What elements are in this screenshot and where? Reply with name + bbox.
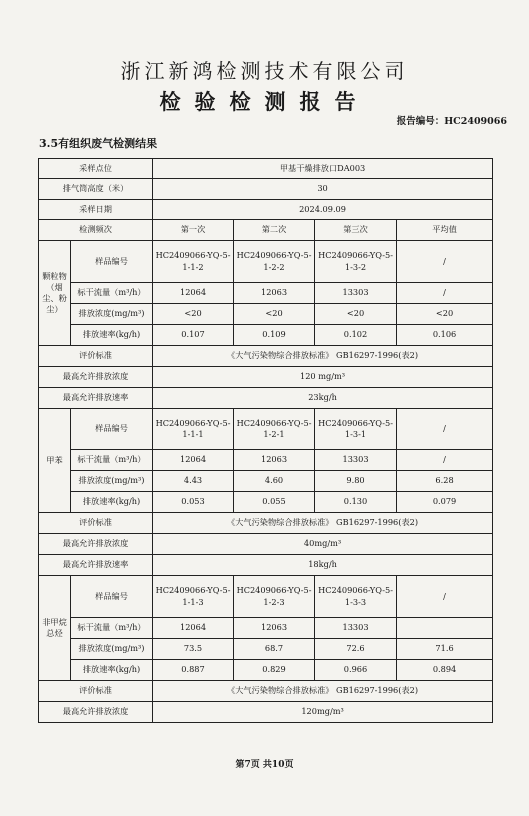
row-frequency: [39, 220, 493, 241]
flow-value: /: [397, 450, 493, 471]
standard-value: 《大气污染物综合排放标准》 GB16297-1996(表2): [153, 346, 493, 367]
date-value: 2024.09.09: [153, 200, 493, 220]
rate-value: 0.130: [315, 492, 397, 513]
section-title: 3.5有组织废气检测结果: [39, 137, 158, 150]
height-value: 30: [153, 179, 493, 200]
sample-label: 样品编号: [71, 241, 153, 283]
rate-value: 0.894: [397, 660, 493, 681]
conc-value: 6.28: [397, 471, 493, 492]
rate-value: 0.887: [153, 660, 234, 681]
row-sample-id: [39, 576, 493, 618]
sample-id: HC2409066-YQ-5-1-2-3: [234, 576, 315, 618]
rate-label: 排放速率(kg/h): [71, 325, 153, 346]
max-rate-value: 18kg/h: [153, 555, 493, 576]
flow-value: 12063: [234, 283, 315, 304]
row-concentration: [39, 471, 493, 492]
rate-label: 排放速率(kg/h): [71, 492, 153, 513]
date-label: 采样日期: [39, 200, 153, 220]
sample-label: 样品编号: [71, 409, 153, 450]
flow-value: 12064: [153, 618, 234, 639]
sample-id: HC2409066-YQ-5-1-3-3: [315, 576, 397, 618]
max-rate-label: 最高允许排放速率: [39, 388, 153, 409]
group-name: 颗粒物（烟尘、粉尘）: [39, 241, 71, 346]
conc-value: 9.80: [315, 471, 397, 492]
row-max-concentration: [39, 534, 493, 555]
row-max-rate: [39, 388, 493, 409]
flow-label: 标干流量（m³/h）: [71, 450, 153, 471]
conc-value: <20: [397, 304, 493, 325]
sample-id: HC2409066-YQ-5-1-1-1: [153, 409, 234, 450]
conc-value: <20: [234, 304, 315, 325]
row-sampling-point: [39, 159, 493, 179]
row-flow: [39, 618, 493, 639]
row-max-concentration: [39, 367, 493, 388]
freq-header: 第二次: [234, 220, 315, 241]
flow-value: /: [397, 283, 493, 304]
row-standard: [39, 346, 493, 367]
row-rate: [39, 492, 493, 513]
row-concentration: [39, 304, 493, 325]
freq-label: 检测频次: [39, 220, 153, 241]
row-stack-height: [39, 179, 493, 200]
row-rate: [39, 660, 493, 681]
flow-value: 13303: [315, 283, 397, 304]
standard-label: 评价标准: [39, 346, 153, 367]
row-sampling-date: [39, 200, 493, 220]
page-footer: 第7页 共10页: [235, 760, 294, 770]
rate-value: 0.109: [234, 325, 315, 346]
sample-id: /: [397, 576, 493, 618]
row-sample-id: [39, 409, 493, 450]
conc-value: <20: [315, 304, 397, 325]
conc-label: 排放浓度(mg/m³): [71, 304, 153, 325]
conc-label: 排放浓度(mg/m³): [71, 471, 153, 492]
row-flow: [39, 283, 493, 304]
row-rate: [39, 325, 493, 346]
sample-id: HC2409066-YQ-5-1-1-3: [153, 576, 234, 618]
standard-value: 《大气污染物综合排放标准》 GB16297-1996(表2): [153, 513, 493, 534]
max-conc-label: 最高允许排放浓度: [39, 367, 153, 388]
sample-id: /: [397, 241, 493, 283]
conc-value: 68.7: [234, 639, 315, 660]
row-flow: [39, 450, 493, 471]
flow-value: 12064: [153, 283, 234, 304]
standard-label: 评价标准: [39, 513, 153, 534]
results-table: [38, 158, 493, 723]
sample-id: HC2409066-YQ-5-1-2-1: [234, 409, 315, 450]
max-conc-value: 120 mg/m³: [153, 367, 493, 388]
flow-value: [397, 618, 493, 639]
rate-value: 0.102: [315, 325, 397, 346]
conc-value: 71.6: [397, 639, 493, 660]
point-label: 采样点位: [39, 159, 153, 179]
rate-label: 排放速率(kg/h): [71, 660, 153, 681]
rate-value: 0.107: [153, 325, 234, 346]
rate-value: 0.966: [315, 660, 397, 681]
conc-value: 72.6: [315, 639, 397, 660]
freq-header: 第一次: [153, 220, 234, 241]
max-conc-label: 最高允许排放浓度: [39, 534, 153, 555]
flow-label: 标干流量（m³/h）: [71, 283, 153, 304]
standard-value: 《大气污染物综合排放标准》 GB16297-1996(表2): [153, 681, 493, 702]
sample-id: HC2409066-YQ-5-1-1-2: [153, 241, 234, 283]
rate-value: 0.053: [153, 492, 234, 513]
row-concentration: [39, 639, 493, 660]
rate-value: 0.055: [234, 492, 315, 513]
row-max-rate: [39, 555, 493, 576]
max-rate-label: 最高允许排放速率: [39, 555, 153, 576]
row-sample-id: [39, 241, 493, 283]
group-name: 甲苯: [39, 409, 71, 513]
flow-value: 12063: [234, 618, 315, 639]
rate-value: 0.106: [397, 325, 493, 346]
conc-value: 4.60: [234, 471, 315, 492]
conc-value: <20: [153, 304, 234, 325]
row-standard: [39, 681, 493, 702]
rate-value: 0.079: [397, 492, 493, 513]
flow-value: 12064: [153, 450, 234, 471]
rate-value: 0.829: [234, 660, 315, 681]
flow-value: 13303: [315, 618, 397, 639]
conc-value: 73.5: [153, 639, 234, 660]
max-rate-value: 23kg/h: [153, 388, 493, 409]
standard-label: 评价标准: [39, 681, 153, 702]
sample-id: HC2409066-YQ-5-1-2-2: [234, 241, 315, 283]
flow-value: 13303: [315, 450, 397, 471]
point-value: 甲基干燥排放口DA003: [153, 159, 493, 179]
max-conc-value: 40mg/m³: [153, 534, 493, 555]
report-number: 报告编号：HC2409066: [396, 116, 507, 127]
company-name: 浙江新鸿检测技术有限公司: [120, 59, 409, 83]
max-conc-value: 120mg/m³: [153, 702, 493, 723]
height-label: 排气筒高度（米）: [39, 179, 153, 200]
report-title: 检验检测报告: [159, 89, 370, 114]
freq-header: 平均值: [397, 220, 493, 241]
max-conc-label: 最高允许排放浓度: [39, 702, 153, 723]
sample-label: 样品编号: [71, 576, 153, 618]
conc-value: 4.43: [153, 471, 234, 492]
sample-id: HC2409066-YQ-5-1-3-1: [315, 409, 397, 450]
sample-id: /: [397, 409, 493, 450]
flow-label: 标干流量（m³/h）: [71, 618, 153, 639]
flow-value: 12063: [234, 450, 315, 471]
row-standard: [39, 513, 493, 534]
freq-header: 第三次: [315, 220, 397, 241]
row-max-concentration: [39, 702, 493, 723]
group-name: 非甲烷总烃: [39, 576, 71, 681]
conc-label: 排放浓度(mg/m³): [71, 639, 153, 660]
sample-id: HC2409066-YQ-5-1-3-2: [315, 241, 397, 283]
